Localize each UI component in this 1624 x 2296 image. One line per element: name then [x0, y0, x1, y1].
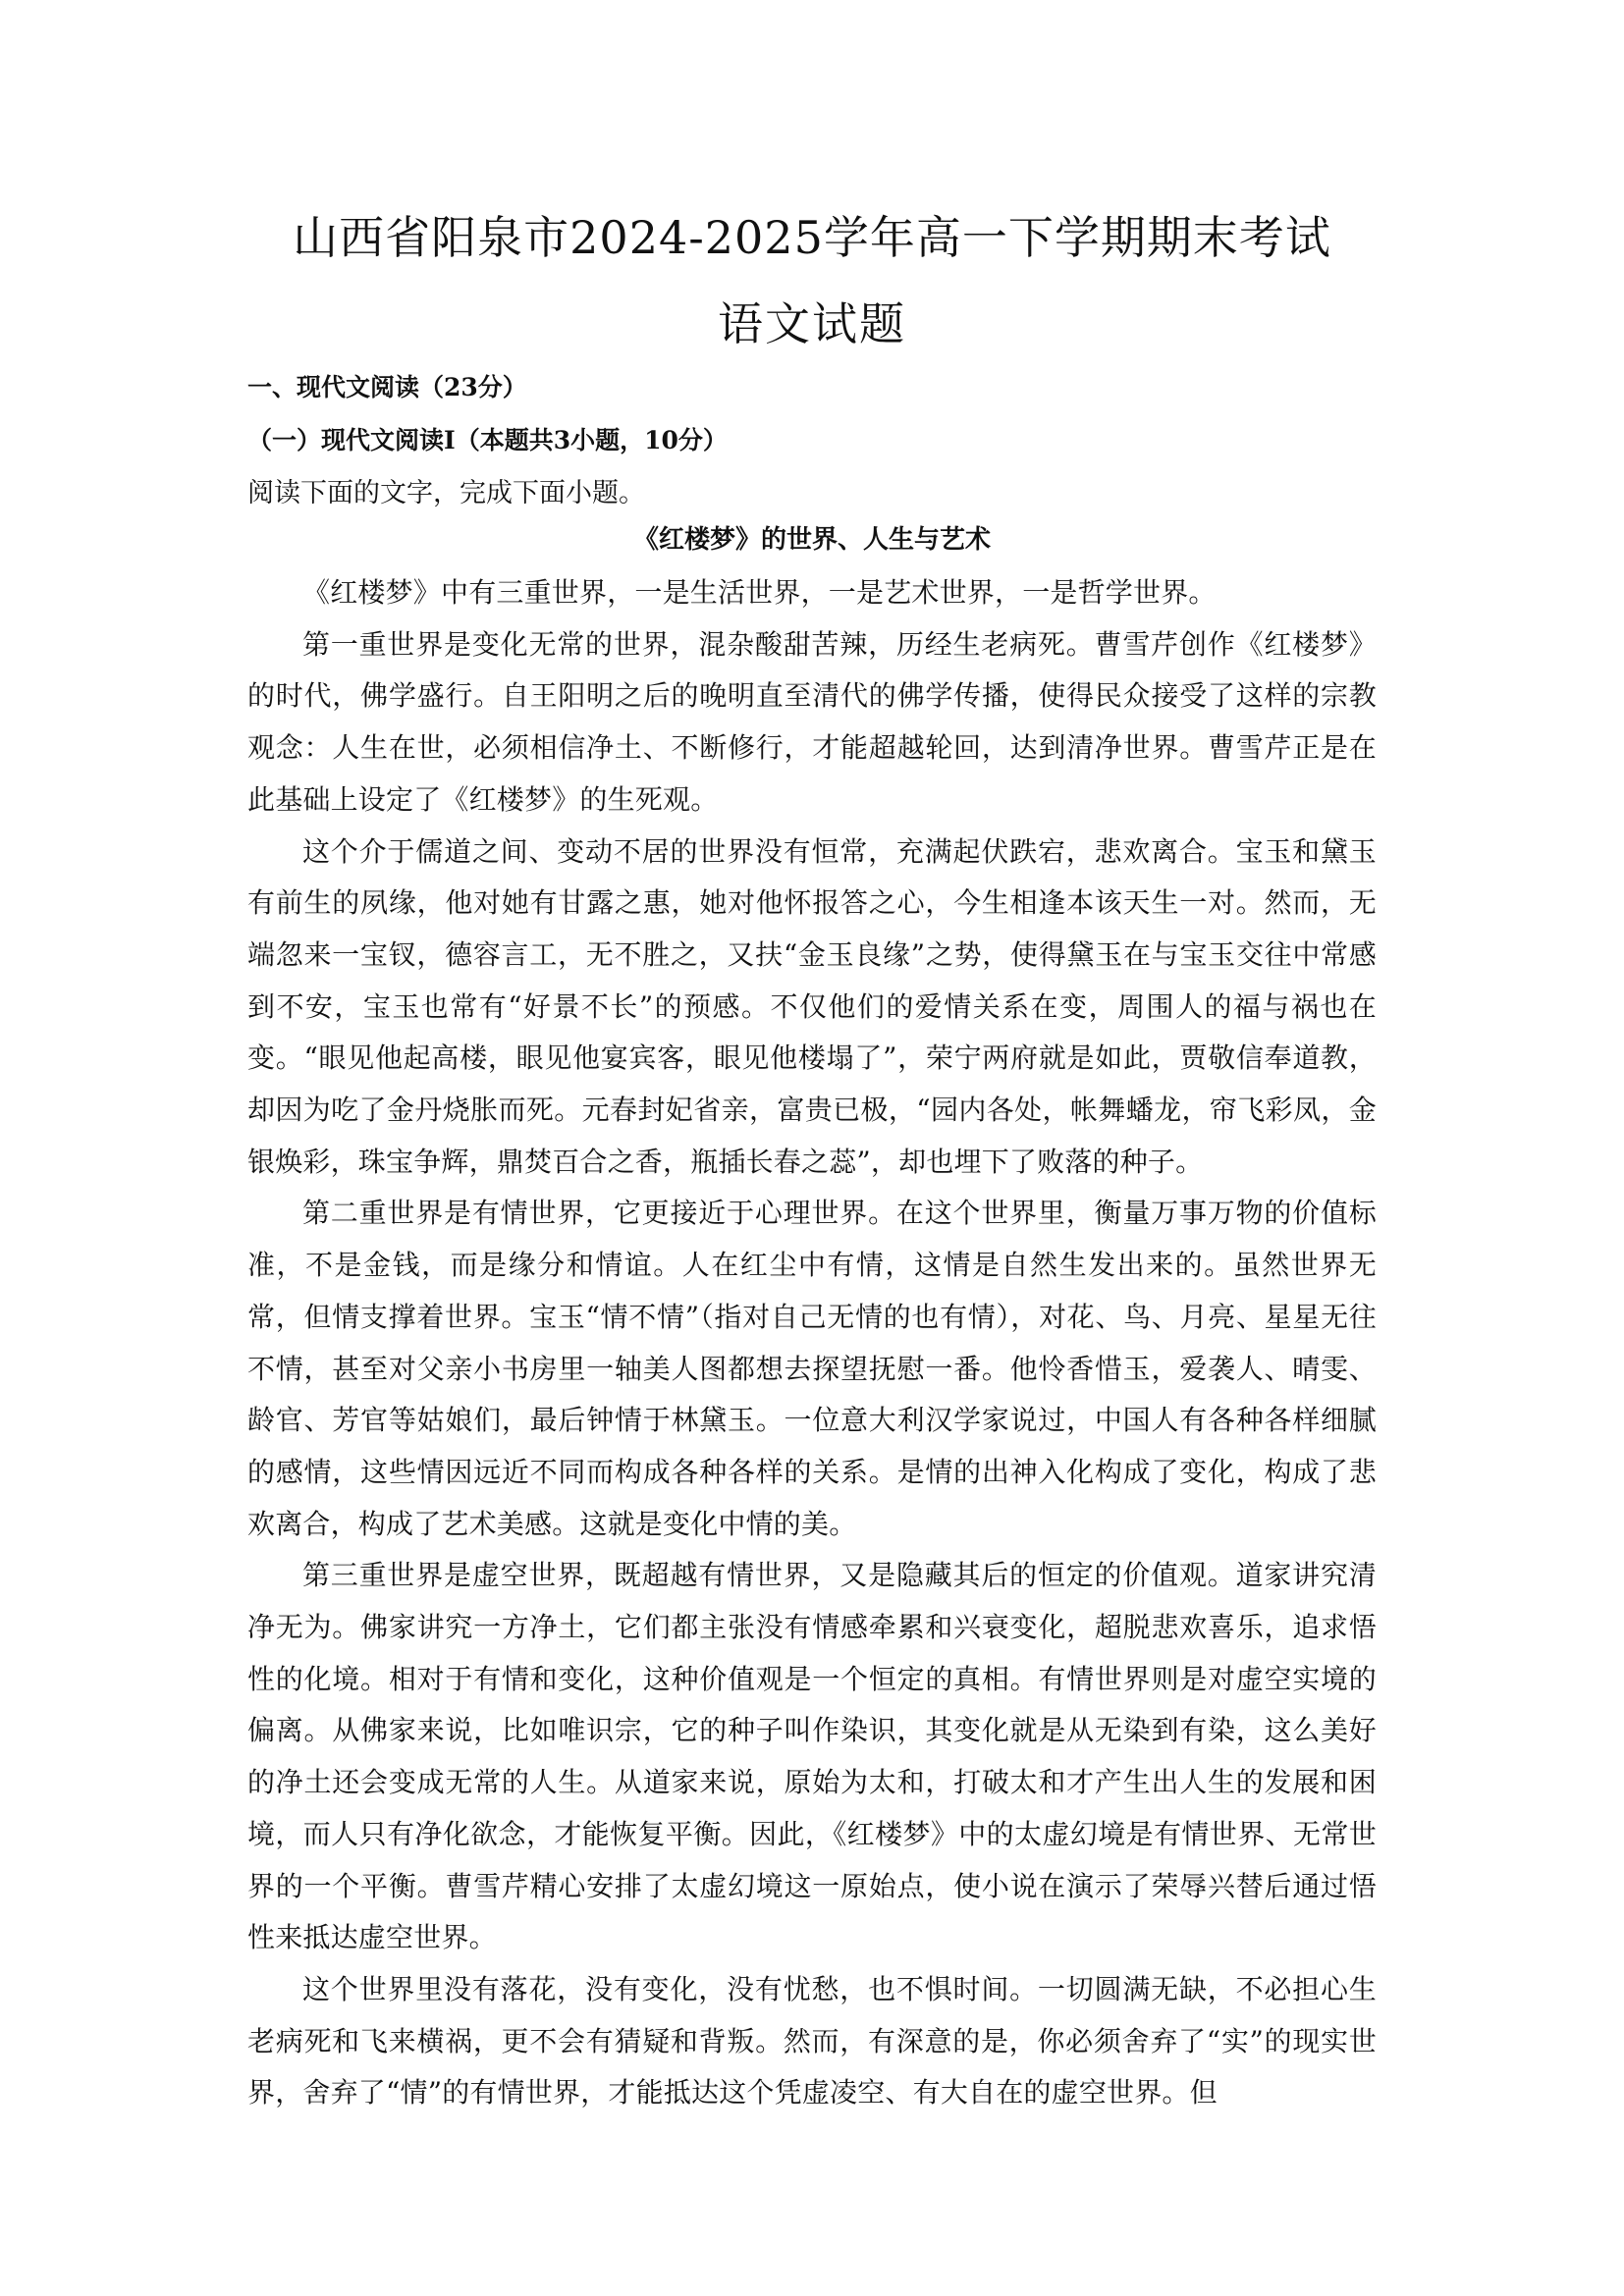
exam-title: 山西省阳泉市2024-2025学年高一下学期期末考试 [293, 211, 1331, 264]
passage-paragraph: 《红楼梦》中有三重世界，一是生活世界，一是艺术世界，一是哲学世界。 [302, 576, 1217, 609]
reading-instruction: 阅读下面的文字，完成下面小题。 [247, 478, 645, 508]
section-heading-part1: 一、现代文阅读（23分） [247, 373, 527, 401]
exam-subtitle: 语文试题 [718, 297, 906, 350]
passage-paragraph: 这个世界里没有落花，没有变化，没有忧愁，也不惧时间。一切圆满无缺，不必担心生老病死和飞来横祸，更不会有猜疑和背叛。然而，有深意的是，你必须舍弃了“实”的现实世界，舍弃了“情”的有情世界，才能抵达这个凭虚凌空、有大自在的虚空世界。但 [247, 1972, 1377, 2109]
section-heading-part1-sub1: （一）现代文阅读Ⅰ（本题共3小题，10分） [247, 426, 728, 454]
passage-title: 《红楼梦》的世界、人生与艺术 [632, 525, 991, 555]
passage-paragraph: 第二重世界是有情世界，它更接近于心理世界。在这个世界里，衡量万事万物的价值标准，不是金钱，而是缘分和情谊。人在红尘中有情，这情是自然生发出来的。虽然世界无常，但情支撑着世界。宝玉“情不情”（指对自己无情的也有情），对花、鸟、月亮、星星无往不情，甚至对父亲小书房里一轴美人图都想去探望抚慰一番。他怜香惜玉，爱袭人、晴雯、龄官、芳官等姑娘们，最后钟情于林黛玉。一位意大利汉学家说过，中国人有各种各样细腻的感情，这些情因远近不同而构成各种各样的关系。是情的出神入化构成了变化，构成了悲欢离合，构成了艺术美感。这就是变化中情的美。 [247, 1197, 1377, 1540]
passage-paragraph: 第三重世界是虚空世界，既超越有情世界，又是隐藏其后的恒定的价值观。道家讲究清净无为。佛家讲究一方净土，它们都主张没有情感牵累和兴衰变化，超脱悲欢喜乐，追求悟性的化境。相对于有情和变化，这种价值观是一个恒定的真相。有情世界则是对虚空实境的偏离。从佛家来说，比如唯识宗，它的种子叫作染识，其变化就是从无染到有染，这么美好的净土还会变成无常的人生。从道家来说，原始为太和，打破太和才产生出人生的发展和困境，而人只有净化欲念，才能恢复平衡。因此，《红楼梦》中的太虚幻境是有情世界、无常世界的一个平衡。曹雪芹精心安排了太虚幻境这一原始点，使小说在演示了荣辱兴替后通过悟性来抵达虚空世界。 [247, 1559, 1377, 1954]
passage-paragraph: 这个介于儒道之间、变动不居的世界没有恒常，充满起伏跌宕，悲欢离合。宝玉和黛玉有前生的夙缘，他对她有甘露之惠，她对他怀报答之心，今生相逢本该天生一对。然而，无端忽来一宝钗，德容言工，无不胜之，又扶“金玉良缘”之势，使得黛玉在与宝玉交往中常感到不安，宝玉也常有“好景不长”的预感。不仅他们的爱情关系在变，周围人的福与祸也在变。“眼见他起高楼，眼见他宴宾客，眼见他楼塌了”，荣宁两府就是如此，贾敬信奉道教，却因为吃了金丹烧胀而死。元春封妃省亲，富贵已极，“园内各处，帐舞蟠龙，帘飞彩凤，金银焕彩，珠宝争辉，鼎焚百合之香，瓶插长春之蕊”，却也埋下了败落的种子。 [247, 834, 1377, 1178]
passage-body [247, 567, 1377, 2119]
passage-paragraph: 第一重世界是变化无常的世界，混杂酸甜苦辣，历经生老病死。曹雪芹创作《红楼梦》的时代，佛学盛行。自王阳明之后的晚明直至清代的佛学传播，使得民众接受了这样的宗教观念：人生在世，必须相信净土、不断修行，才能超越轮回，达到清净世界。曹雪芹正是在此基础上设定了《红楼梦》的生死观。 [247, 627, 1377, 816]
